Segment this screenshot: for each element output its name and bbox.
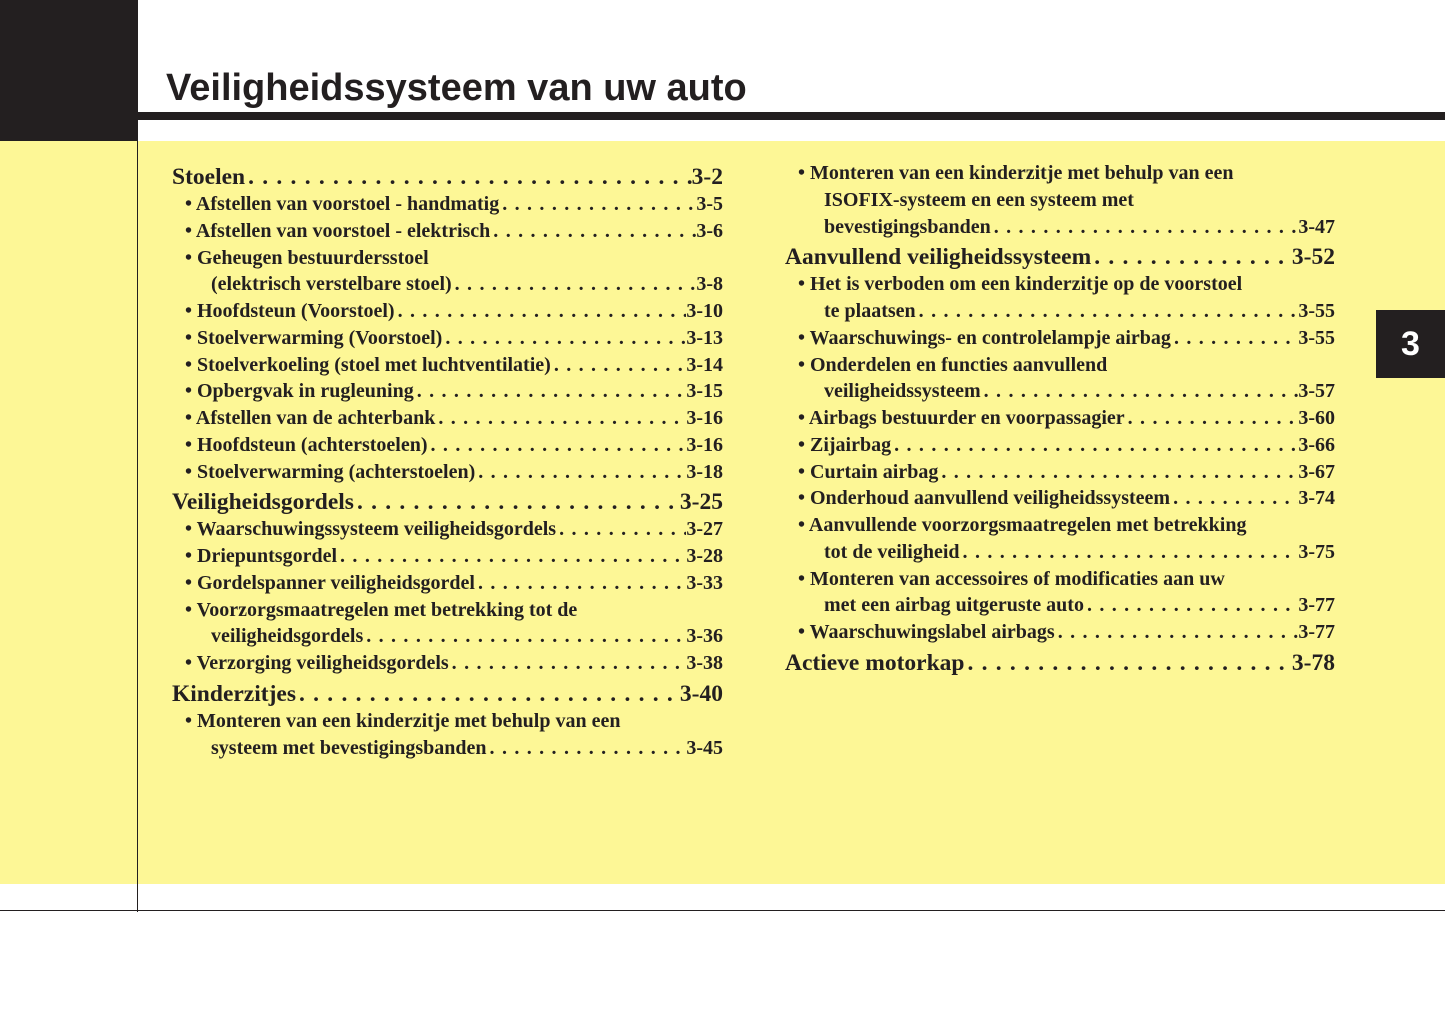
- dot-leader: [337, 545, 686, 568]
- toc-entry-label: systeem met bevestigingsbanden: [211, 736, 487, 759]
- toc-section-entry[interactable]: [172, 164, 723, 193]
- chapter-tab[interactable]: 3: [1376, 310, 1445, 378]
- toc-page-number: 3-75: [1298, 540, 1335, 563]
- toc-entry-continuation[interactable]: [172, 737, 723, 764]
- toc-subentry[interactable]: [172, 300, 723, 327]
- toc-page-number: 3-15: [686, 380, 723, 403]
- toc-subentry[interactable]: [785, 434, 1335, 461]
- toc-entry-label: • Waarschuwingssysteem veiligheidsgordels: [185, 518, 557, 541]
- toc-page-number: 3-66: [1298, 433, 1335, 456]
- toc-entry-continuation[interactable]: [172, 625, 723, 652]
- toc-section-entry[interactable]: [172, 489, 723, 518]
- toc-entry-label: • Monteren van accessoires of modificaties aan uw: [798, 567, 1225, 590]
- toc-page-number: 3-6: [696, 219, 723, 242]
- toc-subentry[interactable]: [785, 354, 1335, 381]
- dot-leader: [1171, 327, 1298, 350]
- dot-leader: [938, 461, 1298, 484]
- toc-entry-label: • Geheugen bestuurdersstoel: [185, 246, 429, 269]
- toc-subentry[interactable]: [785, 162, 1335, 189]
- toc-entry-label: • Gordelspanner veiligheidsgordel: [185, 571, 475, 594]
- toc-entry-label: Veiligheidsgordels: [172, 489, 354, 516]
- toc-subentry[interactable]: [172, 354, 723, 381]
- toc-subentry[interactable]: [172, 572, 723, 599]
- dot-leader: [1091, 244, 1292, 271]
- dot-leader: [964, 650, 1291, 677]
- toc-entry-label: veiligheidssysteem: [824, 380, 981, 403]
- dot-leader: [916, 300, 1299, 323]
- toc-page-number: 3-52: [1291, 244, 1335, 271]
- toc-entry-label: Stoelen: [172, 164, 246, 190]
- dot-leader: [475, 572, 686, 595]
- toc-page-number: 3-18: [686, 460, 723, 483]
- toc-entry-label: ISOFIX-systeem en een systeem met: [824, 188, 1134, 211]
- dot-leader: [475, 461, 686, 484]
- toc-entry-label: (elektrisch verstelbare stoel): [211, 273, 452, 296]
- dot-leader: [414, 380, 687, 403]
- toc-page-number: 3-2: [691, 164, 723, 190]
- toc-page-number: 3-5: [696, 193, 723, 215]
- toc-page-number: 3-10: [686, 300, 723, 322]
- toc-entry-label: • Onderhoud aanvullend veiligheidssysteem: [798, 487, 1171, 510]
- toc-page-number: 3-77: [1298, 621, 1335, 643]
- toc-subentry[interactable]: [785, 327, 1335, 354]
- toc-page-number: 3-77: [1298, 594, 1335, 617]
- toc-entry-label: • Het is verboden om een kinderzitje op de voorstoel: [798, 273, 1243, 296]
- toc-entry-label: • Stoelverkoeling (stoel met luchtventilatie): [185, 353, 551, 376]
- dot-leader: [428, 434, 687, 457]
- dot-leader: [991, 216, 1299, 239]
- margin-rule: [137, 141, 138, 912]
- toc-subentry[interactable]: [172, 247, 723, 274]
- toc-entry-label: • Waarschuwings- en controlelampje airbag: [798, 326, 1171, 349]
- toc-page-number: 3-55: [1298, 300, 1335, 322]
- toc-page-number: 3-16: [686, 433, 723, 456]
- toc-subentry[interactable]: [172, 327, 723, 354]
- toc-entry-label: • Onderdelen en functies aanvullend: [798, 353, 1108, 376]
- dot-leader: [490, 220, 696, 243]
- dot-leader: [1170, 487, 1298, 510]
- toc-entry-label: • Airbags bestuurder en voorpassagier: [798, 407, 1125, 429]
- toc-page-number: 3-40: [679, 680, 723, 707]
- dot-leader: [435, 407, 686, 430]
- dot-leader: [981, 380, 1299, 403]
- toc-entry-label: • Verzorging veiligheidsgordels: [185, 652, 449, 674]
- toc-subentry[interactable]: [172, 599, 723, 626]
- toc-page-number: 3-74: [1298, 487, 1335, 510]
- toc-page-number: 3-47: [1298, 215, 1335, 238]
- toc-entry-label: Actieve motorkap: [785, 649, 965, 676]
- toc-subentry[interactable]: [172, 407, 723, 434]
- toc-entry-label: Aanvullend veiligheidssysteem: [785, 244, 1092, 271]
- toc-entry-continuation[interactable]: [785, 541, 1335, 568]
- toc-subentry[interactable]: [785, 514, 1335, 541]
- page-title: Veiligheidssysteem van uw auto: [166, 67, 747, 109]
- toc-column-right: [785, 162, 1335, 679]
- toc-subentry[interactable]: [785, 487, 1335, 514]
- toc-page-number: 3-28: [686, 545, 723, 567]
- toc-page-number: 3-57: [1298, 380, 1335, 403]
- toc-entry-continuation[interactable]: [172, 273, 723, 300]
- corner-block: [0, 0, 138, 141]
- toc-entry-continuation[interactable]: [785, 189, 1335, 216]
- toc-page-number: 3-25: [679, 489, 723, 516]
- toc-subentry[interactable]: [172, 193, 723, 220]
- toc-subentry[interactable]: [172, 710, 723, 737]
- dot-leader: [556, 518, 686, 541]
- toc-entry-label: • Opbergvak in rugleuning: [185, 380, 414, 403]
- dot-leader: [245, 164, 692, 191]
- toc-entry-label: veiligheidsgordels: [211, 625, 364, 648]
- dot-leader: [452, 273, 697, 296]
- toc-entry-label: met een airbag uitgeruste auto: [824, 594, 1084, 617]
- toc-entry-label: • Stoelverwarming (achterstoelen): [185, 460, 476, 483]
- toc-entry-label: • Afstellen van de achterbank: [185, 407, 436, 429]
- dot-leader: [960, 541, 1299, 564]
- toc-subentry[interactable]: [172, 380, 723, 407]
- dot-leader: [442, 327, 686, 350]
- dot-leader: [1055, 621, 1299, 644]
- toc-entry-label: • Afstellen van voorstoel - elektrisch: [185, 219, 491, 242]
- dot-leader: [1084, 594, 1298, 617]
- dot-leader: [363, 625, 686, 648]
- toc-subentry[interactable]: [172, 518, 723, 545]
- toc-entry-label: • Curtain airbag: [798, 460, 939, 483]
- toc-subentry[interactable]: [172, 545, 723, 572]
- toc-entry-label: tot de veiligheid: [824, 540, 960, 563]
- toc-subentry[interactable]: [172, 434, 723, 461]
- toc-entry-label: bevestigingsbanden: [824, 215, 991, 238]
- toc-page-number: 3-60: [1298, 407, 1335, 429]
- title-rule: [138, 112, 1445, 120]
- toc-subentry[interactable]: [785, 273, 1335, 300]
- toc-page-number: 3-38: [686, 652, 723, 674]
- toc-page-number: 3-14: [686, 353, 723, 376]
- toc-entry-label: • Monteren van een kinderzitje met behulp van een: [185, 709, 621, 732]
- toc-page-number: 3-55: [1298, 326, 1335, 349]
- toc-entry-label: • Waarschuwingslabel airbags: [798, 621, 1055, 643]
- toc-subentry[interactable]: [172, 220, 723, 247]
- dot-leader: [891, 434, 1298, 457]
- dot-leader: [499, 193, 696, 216]
- toc-page-number: 3-36: [686, 625, 723, 648]
- toc-section-entry[interactable]: [785, 650, 1335, 679]
- toc-page-number: 3-67: [1298, 460, 1335, 483]
- toc-entry-continuation[interactable]: [785, 594, 1335, 621]
- toc-page-number: 3-8: [696, 273, 723, 296]
- toc-page-number: 3-78: [1291, 649, 1335, 676]
- footer-rule: [0, 910, 1445, 911]
- toc-page-number: 3-16: [686, 407, 723, 429]
- toc-entry-label: • Monteren van een kinderzitje met behulp van een: [798, 162, 1234, 184]
- dot-leader: [449, 652, 687, 675]
- toc-subentry[interactable]: [172, 652, 723, 679]
- dot-leader: [487, 737, 687, 760]
- toc-entry-label: Kinderzitjes: [172, 680, 296, 707]
- toc-subentry[interactable]: [785, 407, 1335, 434]
- toc-subentry[interactable]: [785, 621, 1335, 648]
- toc-entry-label: • Hoofdsteun (Voorstoel): [185, 300, 395, 322]
- toc-column-left: [172, 162, 723, 763]
- toc-entry-label: • Zijairbag: [798, 433, 892, 456]
- toc-page-number: 3-33: [686, 571, 723, 594]
- toc-entry-label: • Stoelverwarming (Voorstoel): [185, 326, 443, 349]
- toc-section-entry[interactable]: [172, 681, 723, 710]
- toc-page-number: 3-27: [686, 518, 723, 541]
- toc-entry-label: • Driepuntsgordel: [185, 545, 338, 567]
- dot-leader: [354, 489, 680, 516]
- toc-subentry[interactable]: [785, 461, 1335, 488]
- toc-entry-label: • Afstellen van voorstoel - handmatig: [185, 193, 500, 215]
- dot-leader: [395, 300, 687, 323]
- toc-entry-label: • Hoofdsteun (achterstoelen): [185, 433, 428, 456]
- toc-entry-continuation[interactable]: [785, 216, 1335, 243]
- toc-entry-label: • Voorzorgsmaatregelen met betrekking tot de: [185, 598, 578, 621]
- toc-subentry[interactable]: [172, 461, 723, 488]
- dot-leader: [1125, 407, 1299, 430]
- toc-entry-label: te plaatsen: [824, 300, 916, 322]
- toc-entry-continuation[interactable]: [785, 300, 1335, 327]
- dot-leader: [551, 354, 687, 377]
- toc-entry-label: • Aanvullende voorzorgsmaatregelen met betrekking: [798, 514, 1247, 536]
- toc-page-number: 3-45: [686, 736, 723, 759]
- toc-section-entry[interactable]: [785, 244, 1335, 273]
- toc-entry-continuation[interactable]: [785, 380, 1335, 407]
- toc-subentry[interactable]: [785, 568, 1335, 595]
- toc-page-number: 3-13: [686, 326, 723, 349]
- dot-leader: [296, 681, 680, 708]
